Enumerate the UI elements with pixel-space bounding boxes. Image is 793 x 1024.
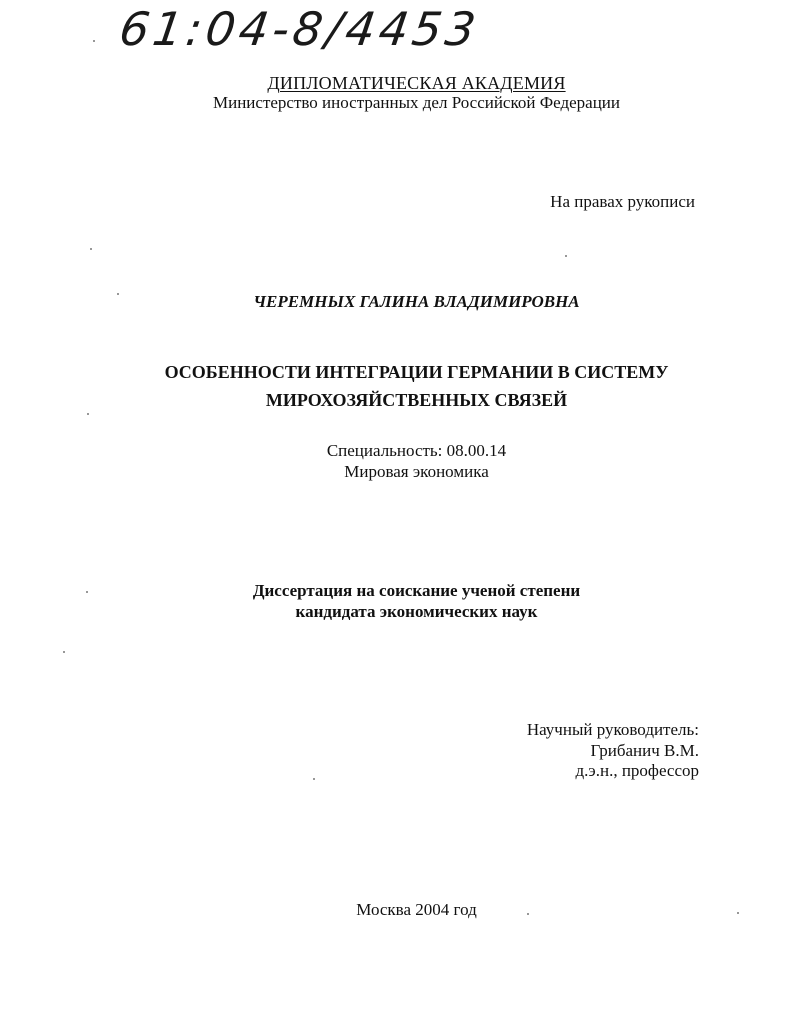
dissertation-degree-line-2: кандидата экономических наук [295,602,538,621]
scan-speck [737,912,739,914]
scan-speck [90,248,92,250]
advisor-title: д.э.н., профессор [575,761,699,780]
thesis-title-line-2: МИРОХОЗЯЙСТВЕННЫХ СВЯЗЕЙ [265,390,568,410]
author-name: ЧЕРЕМНЫХ ГАЛИНА ВЛАДИМИРОВНА [253,292,580,311]
scan-speck [86,591,88,593]
advisor-name: Грибанич В.М. [590,741,699,760]
scan-speck [565,255,567,257]
scan-speck [63,651,65,653]
advisor-label: Научный руководитель: [526,720,699,739]
ministry-name: Министерство иностранных дел Российской Федерации [212,93,621,112]
specialty-code: Специальность: 08.00.14 [326,441,507,460]
scan-speck [93,40,95,42]
city-year-footer: Москва 2004 год [356,900,477,919]
scan-speck [313,778,315,780]
manuscript-rights-note: На правах рукописи [550,192,695,211]
specialty-name: Мировая экономика [344,462,489,481]
scan-speck [117,293,119,295]
thesis-title-line-1: ОСОБЕННОСТИ ИНТЕГРАЦИИ ГЕРМАНИИ В СИСТЕМУ [164,362,669,382]
scan-speck [87,413,89,415]
scan-speck [527,913,529,915]
archive-number-handwritten: 61:04-8/4453 [116,2,483,56]
dissertation-degree-line-1: Диссертация на соискание ученой степени [252,581,581,600]
academy-name: ДИПЛОМАТИЧЕСКАЯ АКАДЕМИЯ [267,73,566,93]
